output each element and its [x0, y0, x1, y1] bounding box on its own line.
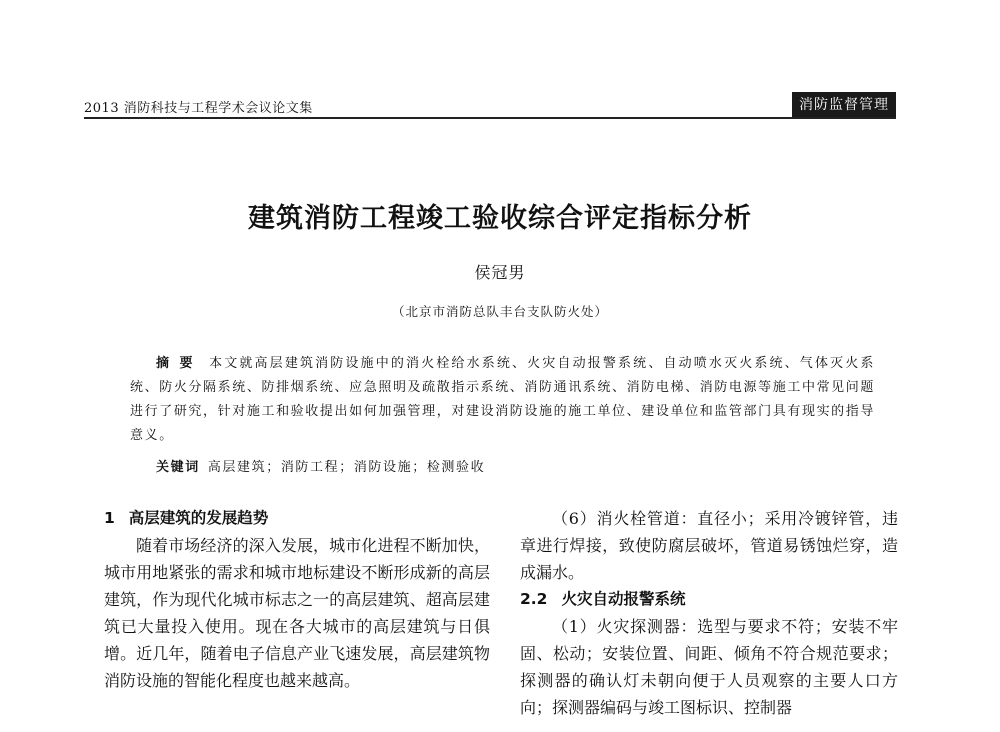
body-paragraph: （1）火灾探测器：选型与要求不符；安装不牢固、松动；安装位置、间距、倾角不符合规范要求；探测器的确认灯未朝向便于人员观察的主要人口方向；探测器编码与竣工图标识、控制器 [520, 617, 898, 717]
abstract-label: 摘要 [156, 356, 204, 371]
author-name: 侯冠男 [474, 263, 526, 282]
section-number: 1 [104, 509, 115, 527]
section-heading-1 [104, 505, 490, 532]
body-paragraph: 随着市场经济的深入发展，城市化进程不断加快，城市用地紧张的需求和城市地标建设不断形成新的高层建筑，作为现代化城市标志之一的高层建筑、超高层建筑已大量投入使用。现在各大城市的高层建筑与日俱增。近几年，随着电子信息产业飞速发展，高层建筑物消防设施的智能化程度也越来越高。 [104, 536, 490, 690]
keywords-label: 关键词 [156, 460, 200, 475]
header-divider [84, 117, 896, 119]
left-column [104, 505, 490, 694]
paper-title: 建筑消防工程竣工验收综合评定指标分析 [248, 203, 752, 234]
abstract [130, 352, 875, 448]
section-title: 高层建筑的发展趋势 [128, 509, 269, 527]
keywords [156, 456, 485, 475]
author-affiliation: （北京市消防总队丰台支队防火处） [391, 304, 608, 319]
journal-name: 2013 消防科技与工程学术会议论文集 [84, 101, 313, 116]
section-tag: 消防监督管理 [792, 92, 896, 117]
running-header [84, 92, 896, 116]
section-heading-2-2 [520, 586, 898, 613]
keywords-text: 高层建筑；消防工程；消防设施；检测验收 [207, 460, 486, 475]
section-number: 2.2 [520, 590, 548, 608]
body-paragraph: （6）消火栓管道：直径小；采用冷镀锌管，违章进行焊接，致使防腐层破坏，管道易锈蚀烂穿，造成漏水。 [520, 509, 898, 582]
abstract-text: 本文就高层建筑消防设施中的消火栓给水系统、火灾自动报警系统、自动喷水灭火系统、气体灭火系统、防火分隔系统、防排烟系统、应急照明及疏散指示系统、消防通讯系统、消防电梯、消防电源等施工中常见问题进行了研究，针对施工和验收提出如何加强管理，对建设消防设施的施工单位、建设单位和监管部门具有现实的指导意义。 [130, 356, 875, 443]
right-column [520, 505, 898, 721]
section-title: 火灾自动报警系统 [561, 590, 686, 608]
